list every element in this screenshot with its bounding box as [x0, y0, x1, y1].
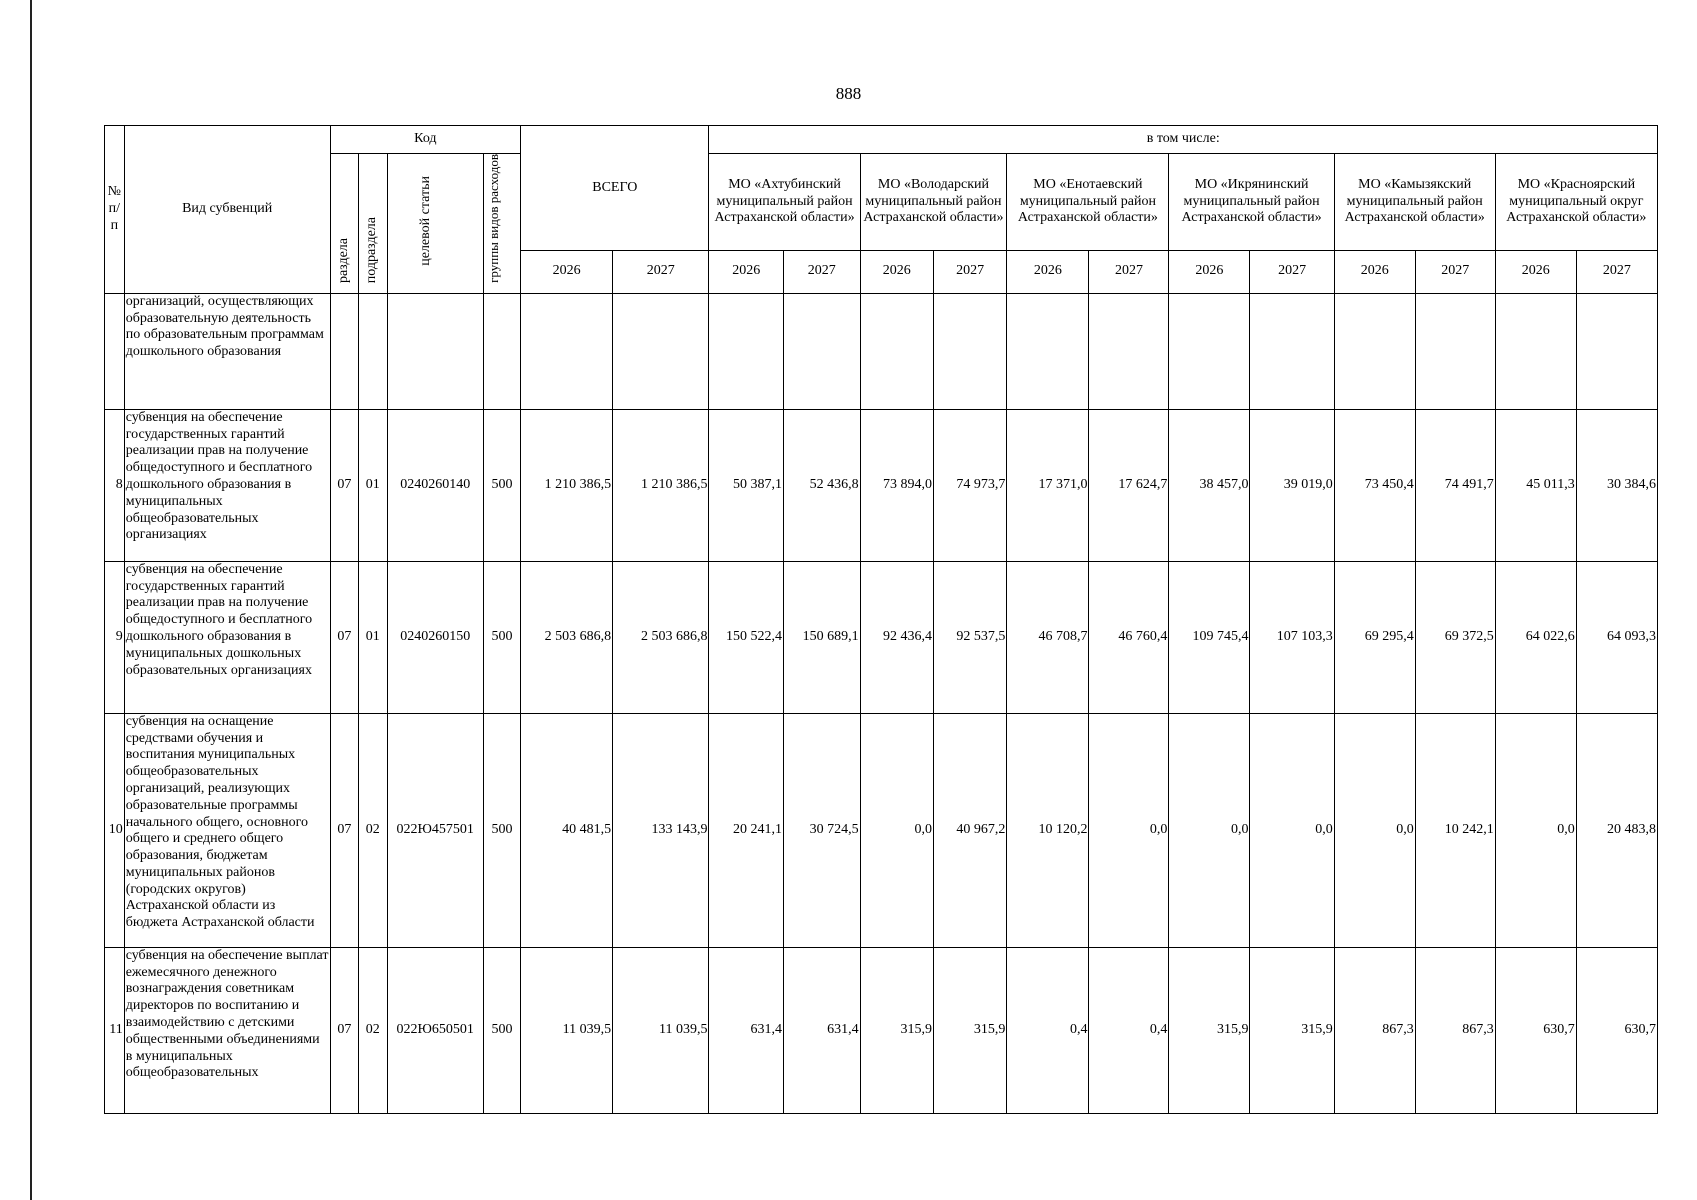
municipality-value: 45 011,3: [1495, 409, 1576, 561]
municipality-value: 867,3: [1415, 947, 1495, 1113]
subvention-name: субвенция на обеспечение государственных гарантий реализации прав на получение общедоступного и бесплатного дошкольного образования в муниципальных общеобразовательных организациях: [124, 409, 330, 561]
municipality-value: [860, 293, 933, 409]
municipality-value: 315,9: [1250, 947, 1334, 1113]
col-cst-header: целевой статьи: [387, 154, 483, 294]
municipality-value: 315,9: [1169, 947, 1250, 1113]
mo-header-3: МО «Икрянинский муниципальный район Астраханской области»: [1169, 154, 1334, 251]
expense-group-code: 500: [483, 561, 520, 713]
total-value: [613, 293, 709, 409]
row-number: 11: [105, 947, 125, 1113]
year-header: 2027: [613, 250, 709, 293]
municipality-value: [1415, 293, 1495, 409]
municipality-value: 74 491,7: [1415, 409, 1495, 561]
col-total-header: ВСЕГО: [521, 126, 709, 251]
subvention-name: субвенция на оснащение средствами обучения и воспитания муниципальных общеобразовательных организаций, реализующих образовательные программы начального общего, основного общего и среднего общего образования, бюджетам муниципальных районов (городских округов) Астраханской области из бюджета Астраханской области: [124, 713, 330, 947]
subvention-name: субвенция на обеспечение государственных гарантий реализации прав на получение общедоступного и бесплатного дошкольного образования в муниципальных дошкольных образовательных организациях: [124, 561, 330, 713]
year-header: 2027: [1089, 250, 1169, 293]
total-value: 1 210 386,5: [613, 409, 709, 561]
municipality-value: 92 537,5: [933, 561, 1006, 713]
municipality-value: 0,0: [1169, 713, 1250, 947]
municipality-value: 0,4: [1007, 947, 1089, 1113]
municipality-value: 69 372,5: [1415, 561, 1495, 713]
col-type-header: Вид субвенций: [124, 126, 330, 294]
municipality-value: [783, 293, 860, 409]
municipality-value: 150 689,1: [783, 561, 860, 713]
expense-group-code: [483, 293, 520, 409]
year-header: 2027: [783, 250, 860, 293]
municipality-value: [933, 293, 1006, 409]
year-header: 2026: [709, 250, 783, 293]
total-value: 40 481,5: [521, 713, 613, 947]
mo-header-5: МО «Красноярский муниципальный округ Астраханской области»: [1495, 154, 1657, 251]
year-header: 2026: [860, 250, 933, 293]
municipality-value: 92 436,4: [860, 561, 933, 713]
target-article-code: [387, 293, 483, 409]
municipality-value: 40 967,2: [933, 713, 1006, 947]
municipality-value: 38 457,0: [1169, 409, 1250, 561]
row-number: [105, 293, 125, 409]
total-value: 2 503 686,8: [521, 561, 613, 713]
target-article-code: 022Ю457501: [387, 713, 483, 947]
municipality-value: 630,7: [1576, 947, 1657, 1113]
municipality-value: 64 093,3: [1576, 561, 1657, 713]
expense-group-code: 500: [483, 409, 520, 561]
municipality-value: [1169, 293, 1250, 409]
podrazdel-code: 01: [359, 409, 387, 561]
table-row: [105, 409, 1658, 561]
total-value: [521, 293, 613, 409]
municipality-value: 30 384,6: [1576, 409, 1657, 561]
municipality-value: 17 624,7: [1089, 409, 1169, 561]
total-value: 133 143,9: [613, 713, 709, 947]
municipality-value: 20 241,1: [709, 713, 783, 947]
table-row: [105, 293, 1658, 409]
mo-header-0: МО «Ахтубинский муниципальный район Астраханской области»: [709, 154, 860, 251]
municipality-value: 10 242,1: [1415, 713, 1495, 947]
col-razdel-header: раздела: [330, 154, 358, 294]
municipality-value: [1007, 293, 1089, 409]
target-article-code: 0240260140: [387, 409, 483, 561]
municipality-value: 630,7: [1495, 947, 1576, 1113]
razdel-code: 07: [330, 561, 358, 713]
year-header: 2026: [521, 250, 613, 293]
year-header: 2026: [1007, 250, 1089, 293]
col-code-header: Код: [330, 126, 521, 154]
year-header: 2026: [1495, 250, 1576, 293]
municipality-value: 46 760,4: [1089, 561, 1169, 713]
municipality-value: 0,0: [860, 713, 933, 947]
municipality-value: 0,0: [1495, 713, 1576, 947]
year-header: 2027: [1576, 250, 1657, 293]
table-row: [105, 947, 1658, 1113]
year-header: 2026: [1334, 250, 1415, 293]
year-header: 2027: [933, 250, 1006, 293]
municipality-value: 73 450,4: [1334, 409, 1415, 561]
row-number: 8: [105, 409, 125, 561]
razdel-code: 07: [330, 713, 358, 947]
municipality-value: 10 120,2: [1007, 713, 1089, 947]
expense-group-code: 500: [483, 713, 520, 947]
year-header: 2027: [1415, 250, 1495, 293]
municipality-value: 30 724,5: [783, 713, 860, 947]
podrazdel-code: 02: [359, 947, 387, 1113]
year-header: 2026: [1169, 250, 1250, 293]
municipality-value: 631,4: [783, 947, 860, 1113]
subventions-table: [104, 125, 1658, 1114]
subvention-name: субвенция на обеспечение выплат ежемесячного денежного вознаграждения советникам директоров по воспитанию и взаимодействию с детскими общественными объединениями в муниципальных общеобразовательных: [124, 947, 330, 1113]
municipality-value: 0,0: [1250, 713, 1334, 947]
municipality-value: 73 894,0: [860, 409, 933, 561]
municipality-value: 17 371,0: [1007, 409, 1089, 561]
mo-header-1: МО «Володарский муниципальный район Астраханской области»: [860, 154, 1007, 251]
municipality-value: 315,9: [860, 947, 933, 1113]
page-number: 888: [835, 84, 862, 103]
municipality-value: 631,4: [709, 947, 783, 1113]
municipality-value: 20 483,8: [1576, 713, 1657, 947]
municipality-value: 0,4: [1089, 947, 1169, 1113]
col-incl-header: в том числе:: [709, 126, 1658, 154]
municipality-value: [1089, 293, 1169, 409]
podrazdel-code: 02: [359, 713, 387, 947]
mo-header-2: МО «Енотаевский муниципальный район Астраханской области»: [1007, 154, 1169, 251]
municipality-value: 74 973,7: [933, 409, 1006, 561]
municipality-value: 107 103,3: [1250, 561, 1334, 713]
col-vr-header: группы видов расходов: [483, 154, 520, 294]
podrazdel-code: 01: [359, 561, 387, 713]
municipality-value: [709, 293, 783, 409]
municipality-value: 0,0: [1089, 713, 1169, 947]
municipality-value: 150 522,4: [709, 561, 783, 713]
subvention-name: организаций, осуществляющих образовательную деятельность по образовательным программам дошкольного образования: [124, 293, 330, 409]
municipality-value: 69 295,4: [1334, 561, 1415, 713]
table-row: [105, 713, 1658, 947]
expense-group-code: 500: [483, 947, 520, 1113]
municipality-value: [1250, 293, 1334, 409]
podrazdel-code: [359, 293, 387, 409]
razdel-code: 07: [330, 409, 358, 561]
total-value: 1 210 386,5: [521, 409, 613, 561]
municipality-value: [1576, 293, 1657, 409]
row-number: 10: [105, 713, 125, 947]
municipality-value: 46 708,7: [1007, 561, 1089, 713]
municipality-value: 315,9: [933, 947, 1006, 1113]
municipality-value: 52 436,8: [783, 409, 860, 561]
total-value: 2 503 686,8: [613, 561, 709, 713]
table-row: [105, 561, 1658, 713]
municipality-value: 109 745,4: [1169, 561, 1250, 713]
razdel-code: [330, 293, 358, 409]
binding-line: [30, 0, 32, 1200]
municipality-value: 39 019,0: [1250, 409, 1334, 561]
mo-header-4: МО «Камызякский муниципальный район Астраханской области»: [1334, 154, 1495, 251]
col-num-header: № п/п: [105, 126, 125, 294]
municipality-value: 64 022,6: [1495, 561, 1576, 713]
row-number: 9: [105, 561, 125, 713]
municipality-value: [1334, 293, 1415, 409]
municipality-value: 0,0: [1334, 713, 1415, 947]
municipality-value: [1495, 293, 1576, 409]
total-value: 11 039,5: [521, 947, 613, 1113]
target-article-code: 0240260150: [387, 561, 483, 713]
col-podrazdel-header: подраздела: [359, 154, 387, 294]
municipality-value: 867,3: [1334, 947, 1415, 1113]
municipality-value: 50 387,1: [709, 409, 783, 561]
target-article-code: 022Ю650501: [387, 947, 483, 1113]
year-header: 2027: [1250, 250, 1334, 293]
razdel-code: 07: [330, 947, 358, 1113]
total-value: 11 039,5: [613, 947, 709, 1113]
